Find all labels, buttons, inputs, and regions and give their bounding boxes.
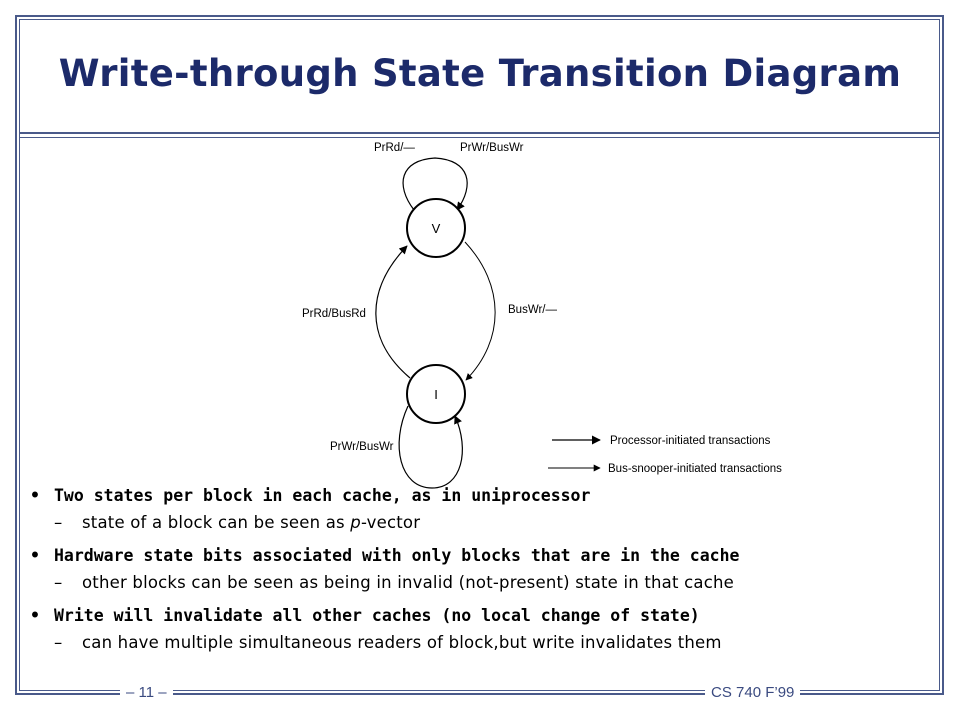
label-v-to-i: BusWr/— xyxy=(508,304,557,316)
dash-marker: – xyxy=(54,633,63,652)
course-label: CS 740 F’99 xyxy=(705,684,800,701)
bullet-item xyxy=(30,482,945,510)
sub-bullet-text-b: -vector xyxy=(360,513,421,532)
sub-bullet-text: other blocks can be seen as being in invalid (not-present) state in that cache xyxy=(82,573,734,592)
bullet-item xyxy=(30,602,945,630)
legend-snooper-label: Bus-snooper-initiated transactions xyxy=(608,463,782,475)
state-v-label: V xyxy=(431,221,441,236)
dash-marker: – xyxy=(54,573,63,592)
dash-marker: – xyxy=(54,513,63,532)
bullet-dot: • xyxy=(30,606,40,625)
bullet-list xyxy=(30,482,945,656)
bullet-text: Two states per block in each cache, as in uniprocessor xyxy=(54,486,591,505)
sub-bullet xyxy=(30,510,945,536)
slide-number: – 11 – xyxy=(120,684,173,701)
sub-bullet xyxy=(30,630,945,656)
label-i-self: PrWr/BusWr xyxy=(330,441,394,453)
bullet-text: Write will invalidate all other caches (no local change of state) xyxy=(54,606,700,625)
sub-bullet-text: can have multiple simultaneous readers of block,but write invalidates them xyxy=(82,633,722,652)
sub-bullet xyxy=(30,570,945,596)
legend-processor-label: Processor-initiated transactions xyxy=(610,435,771,447)
slide-title: Write-through State Transition Diagram xyxy=(58,52,902,95)
sub-bullet-text-italic: p xyxy=(350,513,361,532)
bullet-text: Hardware state bits associated with only blocks that are in the cache xyxy=(54,546,740,565)
label-i-to-v: PrRd/BusRd xyxy=(302,308,366,320)
bullet-item xyxy=(30,542,945,570)
sub-bullet-text-a: state of a block can be seen as xyxy=(82,513,351,532)
i-to-v-arc xyxy=(376,246,410,378)
bullet-dot: • xyxy=(30,546,40,565)
label-v-self-write: PrWr/BusWr xyxy=(460,142,524,154)
bullet-dot: • xyxy=(30,486,40,505)
label-v-self-read: PrRd/— xyxy=(374,142,415,154)
state-i-label: I xyxy=(434,387,438,402)
v-to-i-arc xyxy=(465,242,495,380)
